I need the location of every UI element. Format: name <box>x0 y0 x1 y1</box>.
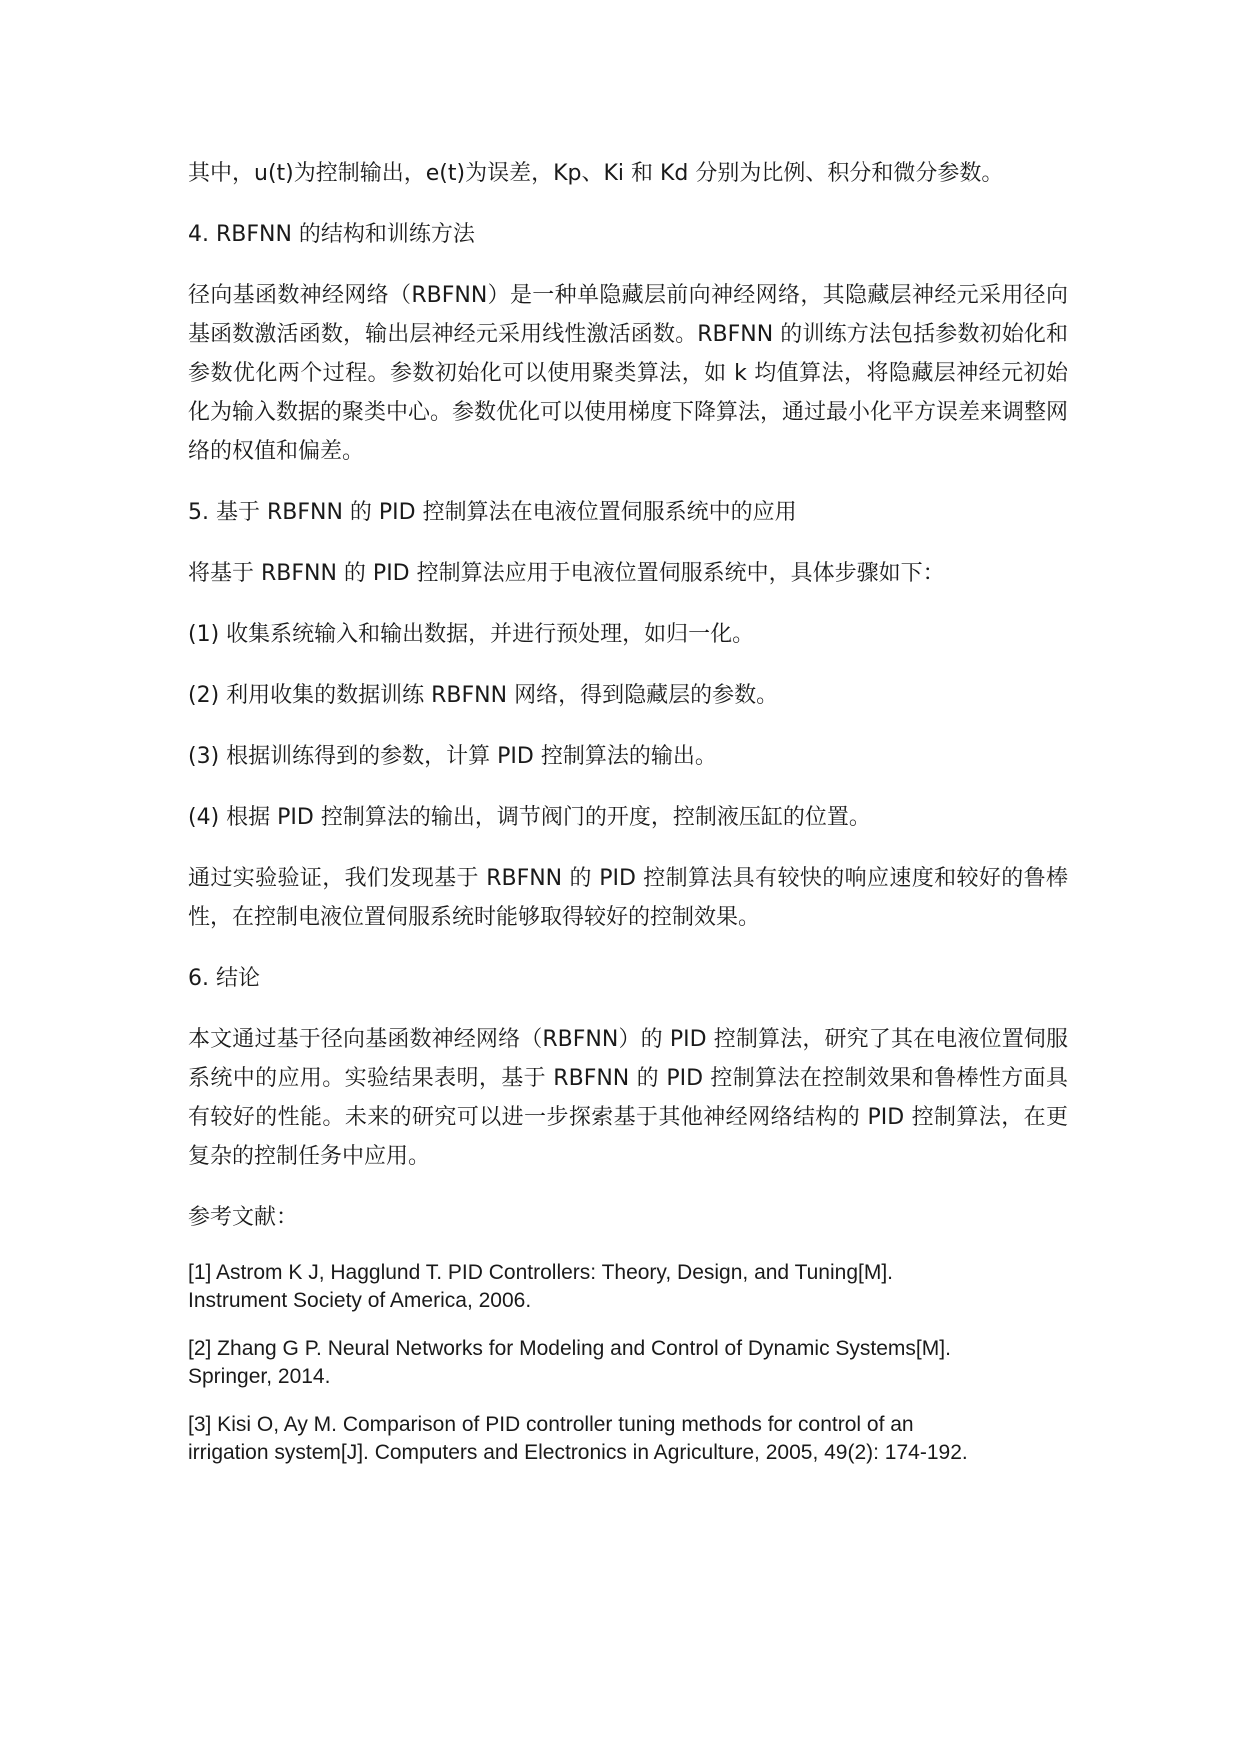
document-page <box>188 154 1068 1487</box>
section-heading-4: 4. RBFNN 的结构和训练方法 <box>188 222 475 247</box>
reference-item-1 <box>188 1259 1068 1315</box>
reference-line: [3] Kisi O, Ay M. Comparison of PID controller tuning methods for control of an <box>188 1413 914 1436</box>
reference-line: [2] Zhang G P. Neural Networks for Modeling and Control of Dynamic Systems[M]. <box>188 1337 951 1360</box>
paragraph-rbfnn-structure: 径向基函数神经网络（RBFNN）是一种单隐藏层前向神经网络，其隐藏层神经元采用径向基函数激活函数，输出层神经元采用线性激活函数。RBFNN 的训练方法包括参数初始化和参数优化两个过程。参数初始化可以使用聚类算法，如 k 均值算法，将隐藏层神经元初始化为输入数据的聚类中心。参数优化可以使用梯度下降算法，通过最小化平方误差来调整网络的权值和偏差。 <box>188 283 1069 464</box>
paragraph-conclusion: 本文通过基于径向基函数神经网络（RBFNN）的 PID 控制算法，研究了其在电液位置伺服系统中的应用。实验结果表明，基于 RBFNN 的 PID 控制算法在控制效果和鲁棒性方面具有较好的性能。未来的研究可以进一步探索基于其他神经网络结构的 PID 控制算法，在更复杂的控制任务中应用。 <box>188 1027 1068 1169</box>
step-2: (2) 利用收集的数据训练 RBFNN 网络，得到隐藏层的参数。 <box>188 683 779 708</box>
reference-item-3 <box>188 1411 1068 1467</box>
references-title: 参考文献： <box>188 1205 299 1230</box>
paragraph-application-intro: 将基于 RBFNN 的 PID 控制算法应用于电液位置伺服系统中，具体步骤如下： <box>188 561 945 586</box>
reference-item-2 <box>188 1335 1068 1391</box>
step-4: (4) 根据 PID 控制算法的输出，调节阀门的开度，控制液压缸的位置。 <box>188 805 871 830</box>
reference-line: Instrument Society of America, 2006. <box>188 1289 532 1312</box>
reference-line: [1] Astrom K J, Hagglund T. PID Controllers: Theory, Design, and Tuning[M]. <box>188 1261 893 1284</box>
paragraph-pid-params: 其中，u(t)为控制输出，e(t)为误差，Kp、Ki 和 Kd 分别为比例、积分和微分参数。 <box>188 161 1004 186</box>
step-1: (1) 收集系统输入和输出数据，并进行预处理，如归一化。 <box>188 622 755 647</box>
section-heading-6: 6. 结论 <box>188 966 260 991</box>
step-3: (3) 根据训练得到的参数，计算 PID 控制算法的输出。 <box>188 744 717 769</box>
section-heading-5: 5. 基于 RBFNN 的 PID 控制算法在电液位置伺服系统中的应用 <box>188 500 797 525</box>
paragraph-experiment-result: 通过实验验证，我们发现基于 RBFNN 的 PID 控制算法具有较快的响应速度和较好的鲁棒性，在控制电液位置伺服系统时能够取得较好的控制效果。 <box>188 866 1068 930</box>
reference-line: Springer, 2014. <box>188 1365 331 1388</box>
reference-line: irrigation system[J]. Computers and Electronics in Agriculture, 2005, 49(2): 174-192. <box>188 1441 968 1464</box>
